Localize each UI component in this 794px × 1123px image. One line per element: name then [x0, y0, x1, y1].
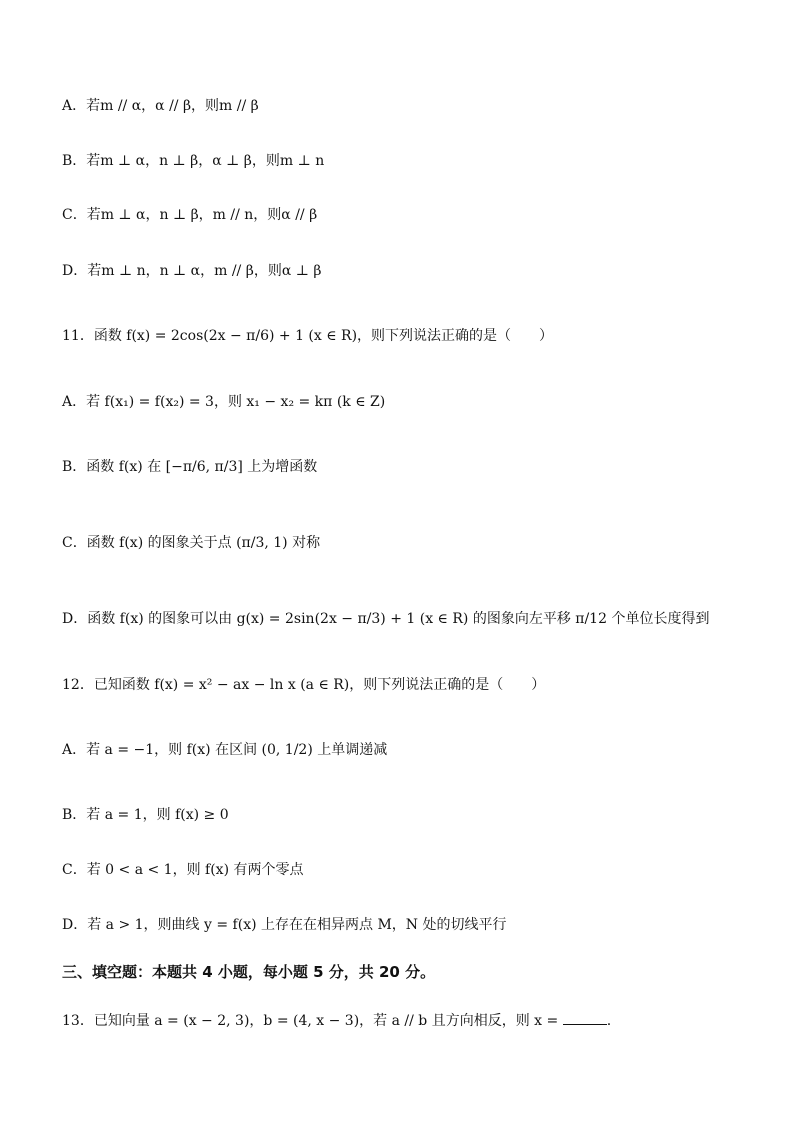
- q11-option-b: B．函数 f(x) 在 [−π/6, π/3] 上为增函数: [62, 459, 318, 475]
- q11-option-d: D．函数 f(x) 的图象可以由 g(x) = 2sin(2x − π/3) + 1 (x ∈ R) 的图象向左平移 π/12 个单位长度得到: [62, 611, 710, 627]
- q12-option-b: B．若 a = 1，则 f(x) ≥ 0: [62, 807, 229, 823]
- q11-stem: 11．函数 f(x) = 2cos(2x − π/6) + 1 (x ∈ R)，则下列说法正确的是（ ）: [62, 328, 554, 344]
- q10-option-b: B．若m ⊥ α，n ⊥ β，α ⊥ β，则m ⊥ n: [62, 153, 325, 169]
- q12-option-c: C．若 0 < a < 1，则 f(x) 有两个零点: [62, 862, 304, 878]
- q11-option-a: A．若 f(x₁) = f(x₂) = 3，则 x₁ − x₂ = kπ (k ∈ Z): [62, 394, 386, 410]
- q13-end: .: [606, 1013, 612, 1029]
- q12-option-a: A．若 a = −1，则 f(x) 在区间 (0, 1/2) 上单调递减: [62, 742, 388, 758]
- q13-line: [62, 1010, 754, 1031]
- q12-stem: 12．已知函数 f(x) = x² − ax − ln x (a ∈ R)，则下列说法正确的是（ ）: [62, 677, 546, 693]
- q10-option-d: D．若m ⊥ n，n ⊥ α，m // β，则α ⊥ β: [62, 263, 322, 279]
- q12-option-d: D．若 a > 1，则曲线 y = f(x) 上存在在相异两点 M，N 处的切线平行: [62, 917, 507, 933]
- q10-option-c: C．若m ⊥ α，n ⊥ β，m // n，则α // β: [62, 207, 318, 223]
- answer-blank: [563, 1010, 607, 1025]
- section-heading-fill-in: 三、填空题：本题共 4 小题，每小题 5 分，共 20 分。: [62, 963, 436, 981]
- q13-stem: 13．已知向量 a = (x − 2, 3)，b = (4, x − 3)，若 a // b 且方向相反，则 x =: [62, 1013, 559, 1029]
- q10-option-a: A．若m // α，α // β，则m // β: [62, 98, 259, 114]
- q11-option-c: C．函数 f(x) 的图象关于点 (π/3, 1) 对称: [62, 535, 321, 551]
